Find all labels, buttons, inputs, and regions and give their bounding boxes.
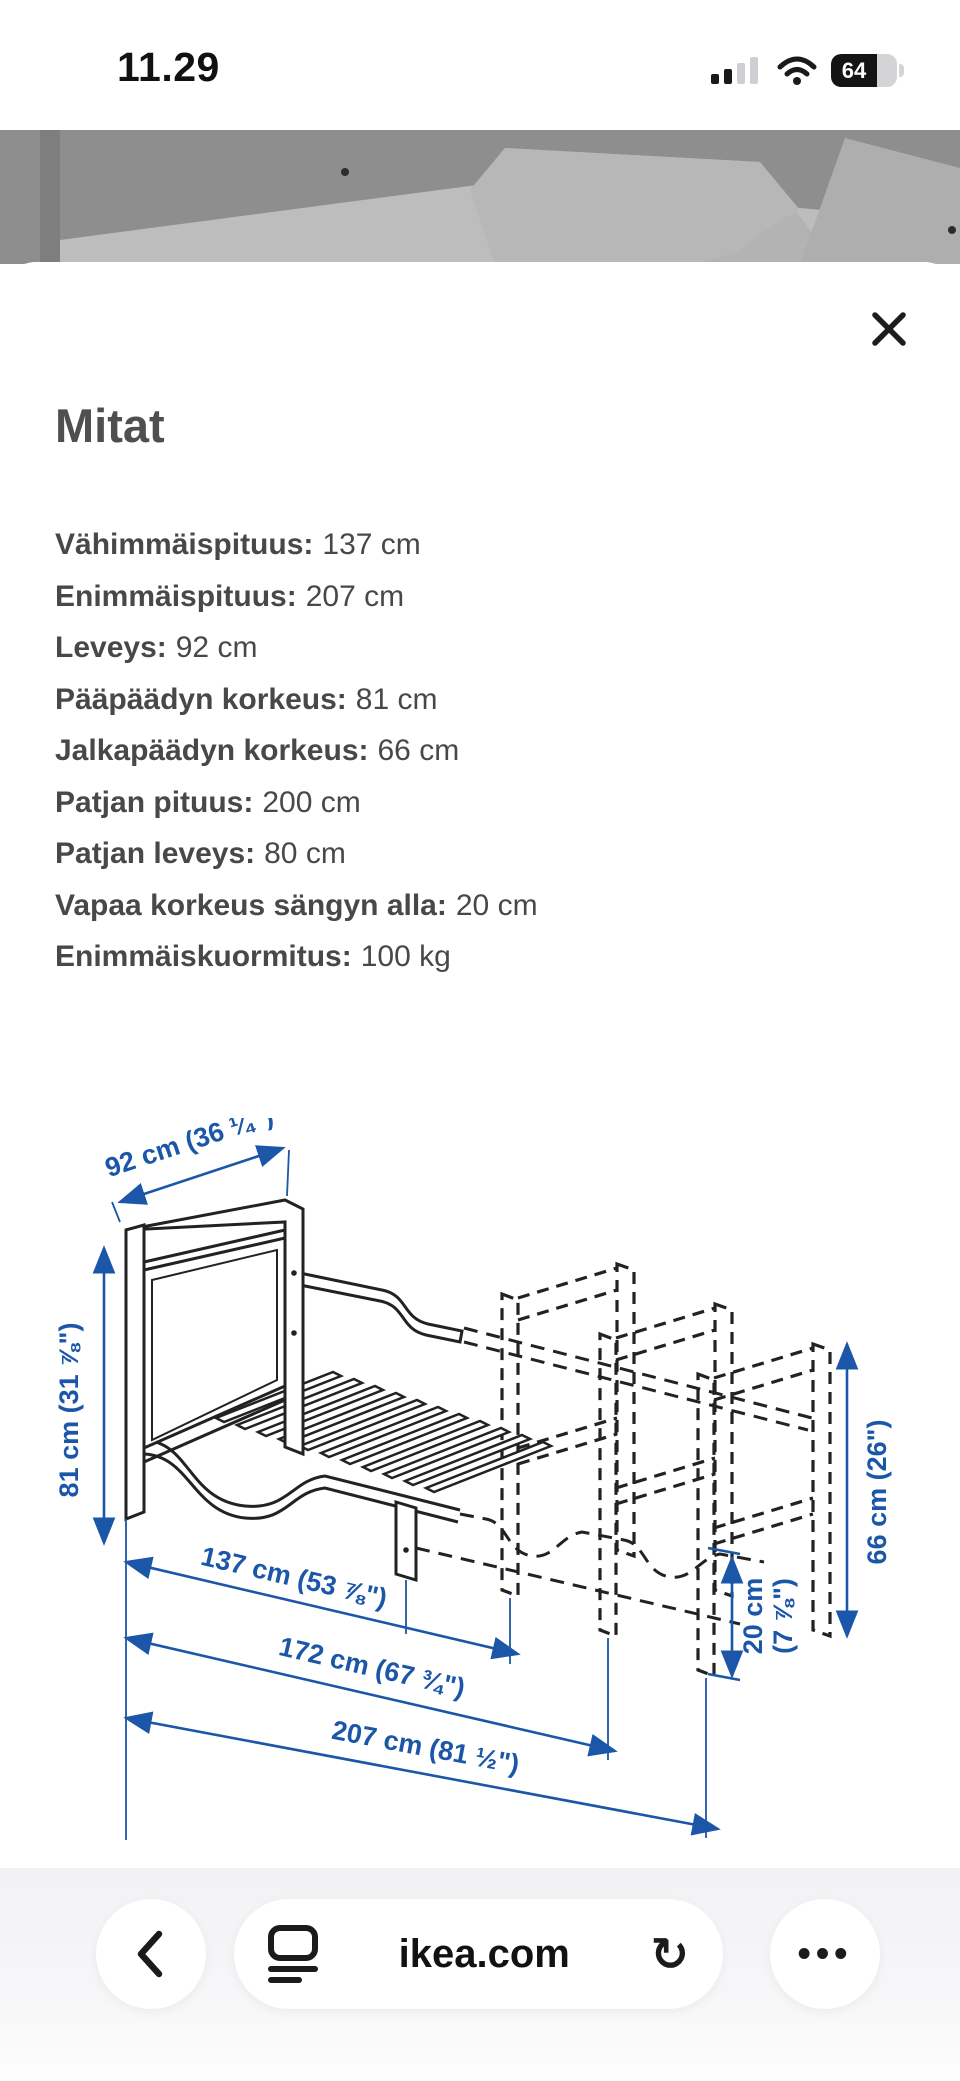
bed-photo-shapes	[0, 130, 960, 264]
refresh-icon[interactable]: ↻	[650, 1928, 689, 1980]
dashed-footboard-2	[600, 1304, 732, 1636]
spec-row: Leveys: 92 cm	[55, 631, 258, 664]
clock: 11.29	[117, 44, 220, 90]
clearance-label-2: (7 ⅞")	[768, 1578, 798, 1654]
mid-length-label: 172 cm (67 ¾")	[276, 1631, 468, 1704]
dimension-annotations	[104, 1148, 847, 1840]
spec-row: Pääpäädyn korkeus: 81 cm	[55, 682, 438, 716]
reader-view-icon	[268, 1925, 318, 1983]
battery-percent: 64	[841, 57, 867, 83]
ellipsis-icon: •••	[797, 1933, 853, 1975]
close-button[interactable]	[856, 296, 922, 362]
side-rail	[144, 1440, 460, 1580]
clearance-label-1: 20 cm	[738, 1577, 768, 1655]
spec-row: Jalkapäädyn korkeus: 66 cm	[55, 734, 460, 767]
dimension-labels	[54, 1118, 892, 1779]
width-dimension-label: 92 cm (36 ¼")	[101, 1118, 277, 1184]
footboard-height-label: 66 cm (26")	[862, 1419, 892, 1565]
status-bar	[0, 0, 960, 133]
headboard-height-label: 81 cm (31 ⅞")	[54, 1322, 84, 1498]
spec-row: Vapaa korkeus sängyn alla: 20 cm	[55, 888, 538, 922]
spec-row: Enimmäispituus: 207 cm	[55, 579, 405, 613]
close-icon	[871, 311, 907, 347]
chevron-left-icon	[129, 1924, 173, 1984]
wifi-icon	[777, 56, 817, 86]
page-title: Mitat	[55, 399, 165, 452]
min-length-label: 137 cm (53 ⅞")	[198, 1540, 390, 1614]
guard-rail	[283, 1269, 462, 1362]
cellular-signal-icon	[711, 57, 763, 84]
address-bar[interactable]	[234, 1899, 723, 2009]
battery-icon	[831, 54, 904, 87]
spec-row: Patjan leveys: 80 cm	[55, 837, 346, 870]
spec-row: Vähimmäispituus: 137 cm	[55, 528, 421, 561]
headboard	[126, 1200, 303, 1519]
url-text: ikea.com	[398, 1931, 570, 1976]
spec-row: Enimmäiskuormitus: 100 kg	[55, 940, 451, 973]
browser-toolbar	[0, 1868, 960, 2081]
more-button[interactable]	[770, 1899, 880, 2009]
spec-row: Patjan pituus: 200 cm	[55, 785, 361, 819]
spec-list	[55, 519, 815, 983]
back-button[interactable]	[96, 1899, 206, 2009]
bed-dimension-diagram	[40, 1118, 920, 1863]
bed-diagram-svg	[40, 1118, 920, 1863]
max-length-label: 207 cm (81 ½")	[329, 1714, 522, 1780]
dashed-footboard-1	[502, 1264, 634, 1596]
product-photo-dimmed	[0, 130, 960, 264]
status-icons	[711, 54, 904, 87]
